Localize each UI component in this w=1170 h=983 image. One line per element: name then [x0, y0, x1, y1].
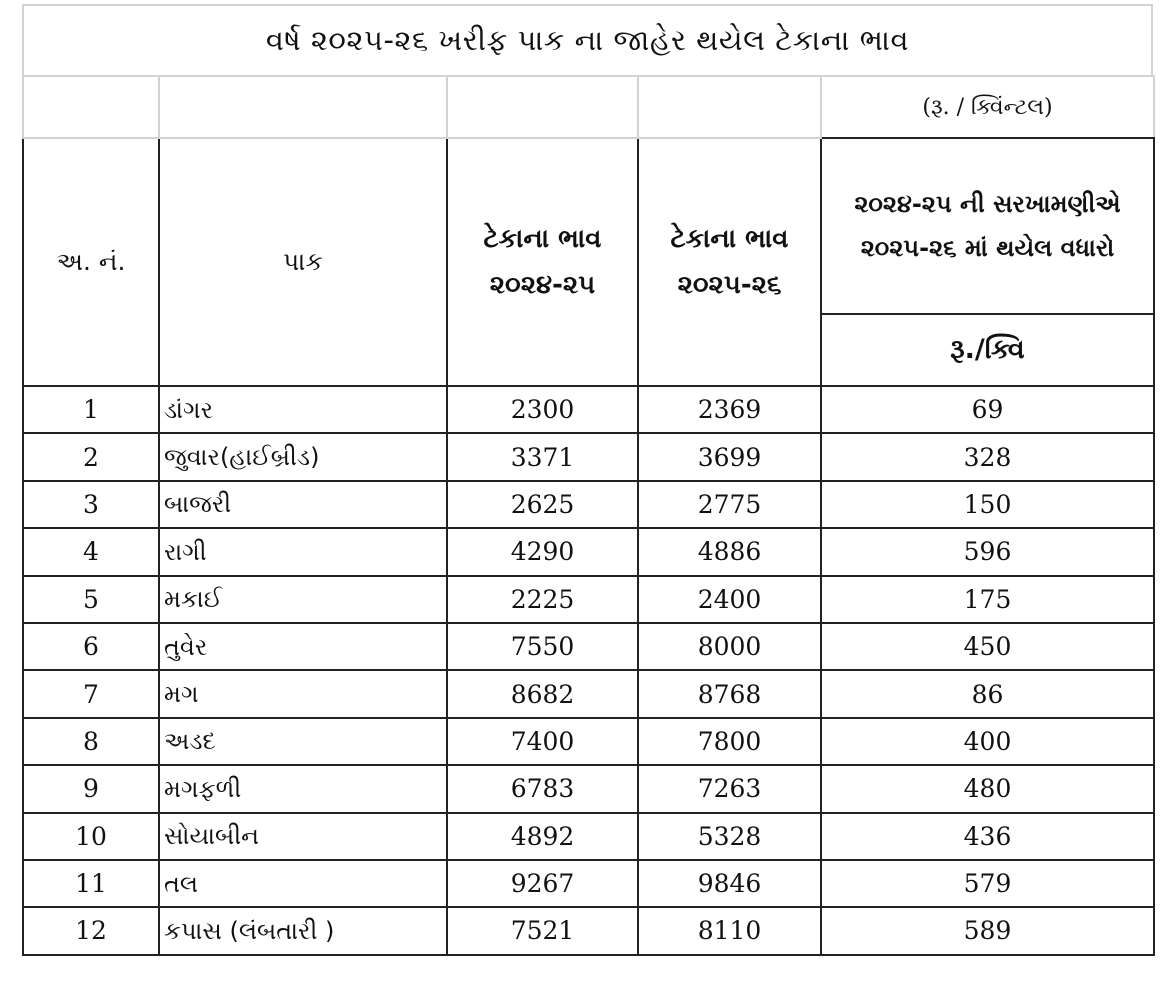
crop-name-cell: મગફળી: [159, 765, 447, 812]
price-2024-cell: 4892: [447, 813, 638, 860]
msp-sheet: [22, 4, 1153, 956]
increase-cell: 86: [821, 670, 1154, 717]
price-2024-header-line1: ટેકાના ભાવ: [483, 224, 602, 254]
price-2025-cell: 2400: [638, 576, 821, 623]
crop-name-cell: સોયાબીન: [159, 813, 447, 860]
increase-cell: 579: [821, 860, 1154, 907]
table-row: [23, 386, 1154, 433]
price-2024-cell: 6783: [447, 765, 638, 812]
serial-cell: 1: [23, 386, 159, 433]
msp-table: [22, 75, 1155, 956]
price-2025-cell: 4886: [638, 528, 821, 575]
price-2025-cell: 8768: [638, 670, 821, 717]
increase-cell: 69: [821, 386, 1154, 433]
price-2025-cell: 7800: [638, 718, 821, 765]
serial-cell: 4: [23, 528, 159, 575]
crop-name-cell: બાજરી: [159, 481, 447, 528]
price-2024-cell: 7400: [447, 718, 638, 765]
serial-cell: 11: [23, 860, 159, 907]
serial-cell: 5: [23, 576, 159, 623]
price-2024-cell: 7521: [447, 907, 638, 954]
crop-header: પાક: [159, 138, 447, 386]
page-title: વર્ષ ૨૦૨૫-૨૬ ખરીફ પાક ના જાહેર થયેલ ટેકાના ભાવ: [22, 4, 1153, 75]
blank-cell: [159, 76, 447, 138]
blank-cell: [638, 76, 821, 138]
crop-name-cell: રાગી: [159, 528, 447, 575]
serial-cell: 9: [23, 765, 159, 812]
table-row: [23, 860, 1154, 907]
price-2025-cell: 3699: [638, 433, 821, 480]
crop-name-cell: તુવેર: [159, 623, 447, 670]
price-2025-cell: 7263: [638, 765, 821, 812]
price-2025-cell: 8000: [638, 623, 821, 670]
serial-cell: 12: [23, 907, 159, 954]
serial-cell: 8: [23, 718, 159, 765]
crop-name-cell: ડાંગર: [159, 386, 447, 433]
price-2024-cell: 7550: [447, 623, 638, 670]
increase-header: [821, 138, 1154, 314]
increase-cell: 175: [821, 576, 1154, 623]
serial-cell: 3: [23, 481, 159, 528]
increase-cell: 596: [821, 528, 1154, 575]
increase-cell: 150: [821, 481, 1154, 528]
increase-unit-header: રૂ./ક્વિ: [821, 314, 1154, 386]
price-2024-cell: 4290: [447, 528, 638, 575]
unit-row: [23, 76, 1154, 138]
crop-name-cell: અડદ: [159, 718, 447, 765]
table-row: [23, 528, 1154, 575]
serial-cell: 6: [23, 623, 159, 670]
increase-cell: 450: [821, 623, 1154, 670]
price-2024-header-line2: ૨૦૨૪-૨૫: [489, 270, 596, 300]
price-2024-cell: 2300: [447, 386, 638, 433]
increase-cell: 480: [821, 765, 1154, 812]
table-row: [23, 623, 1154, 670]
serial-cell: 2: [23, 433, 159, 480]
table-row: [23, 481, 1154, 528]
unit-note: (રૂ. / ક્વિંન્ટલ): [821, 76, 1154, 138]
table-row: [23, 670, 1154, 717]
price-2024-cell: 2625: [447, 481, 638, 528]
crop-name-cell: મગ: [159, 670, 447, 717]
price-2025-header: [638, 138, 821, 386]
price-2025-cell: 2775: [638, 481, 821, 528]
crop-name-cell: જુવાર(હાઈબ્રીડ): [159, 433, 447, 480]
table-row: [23, 813, 1154, 860]
blank-cell: [447, 76, 638, 138]
serial-cell: 7: [23, 670, 159, 717]
table-row: [23, 433, 1154, 480]
price-2025-cell: 8110: [638, 907, 821, 954]
serial-header: અ. નં.: [23, 138, 159, 386]
table-row: [23, 907, 1154, 954]
crop-name-cell: કપાસ (લંબતારી ): [159, 907, 447, 954]
price-2025-cell: 2369: [638, 386, 821, 433]
increase-cell: 436: [821, 813, 1154, 860]
blank-cell: [23, 76, 159, 138]
price-2025-cell: 9846: [638, 860, 821, 907]
table-row: [23, 718, 1154, 765]
table-row: [23, 765, 1154, 812]
table-body: [23, 386, 1154, 955]
crop-name-cell: મકાઈ: [159, 576, 447, 623]
increase-cell: 589: [821, 907, 1154, 954]
price-2025-header-line1: ટેકાના ભાવ: [670, 224, 789, 254]
price-2024-header: [447, 138, 638, 386]
table-row: [23, 576, 1154, 623]
increase-cell: 328: [821, 433, 1154, 480]
price-2024-cell: 2225: [447, 576, 638, 623]
price-2024-cell: 8682: [447, 670, 638, 717]
price-2025-header-line2: ૨૦૨૫-૨૬: [677, 270, 782, 300]
price-2025-cell: 5328: [638, 813, 821, 860]
increase-header-line2: ૨૦૨૫-૨૬ માં થયેલ વધારો: [860, 234, 1115, 262]
increase-header-line1: ૨૦૨૪-૨૫ ની સરખામણીએ: [854, 190, 1121, 218]
price-2024-cell: 9267: [447, 860, 638, 907]
serial-cell: 10: [23, 813, 159, 860]
increase-cell: 400: [821, 718, 1154, 765]
header-row: [23, 138, 1154, 314]
crop-name-cell: તલ: [159, 860, 447, 907]
price-2024-cell: 3371: [447, 433, 638, 480]
